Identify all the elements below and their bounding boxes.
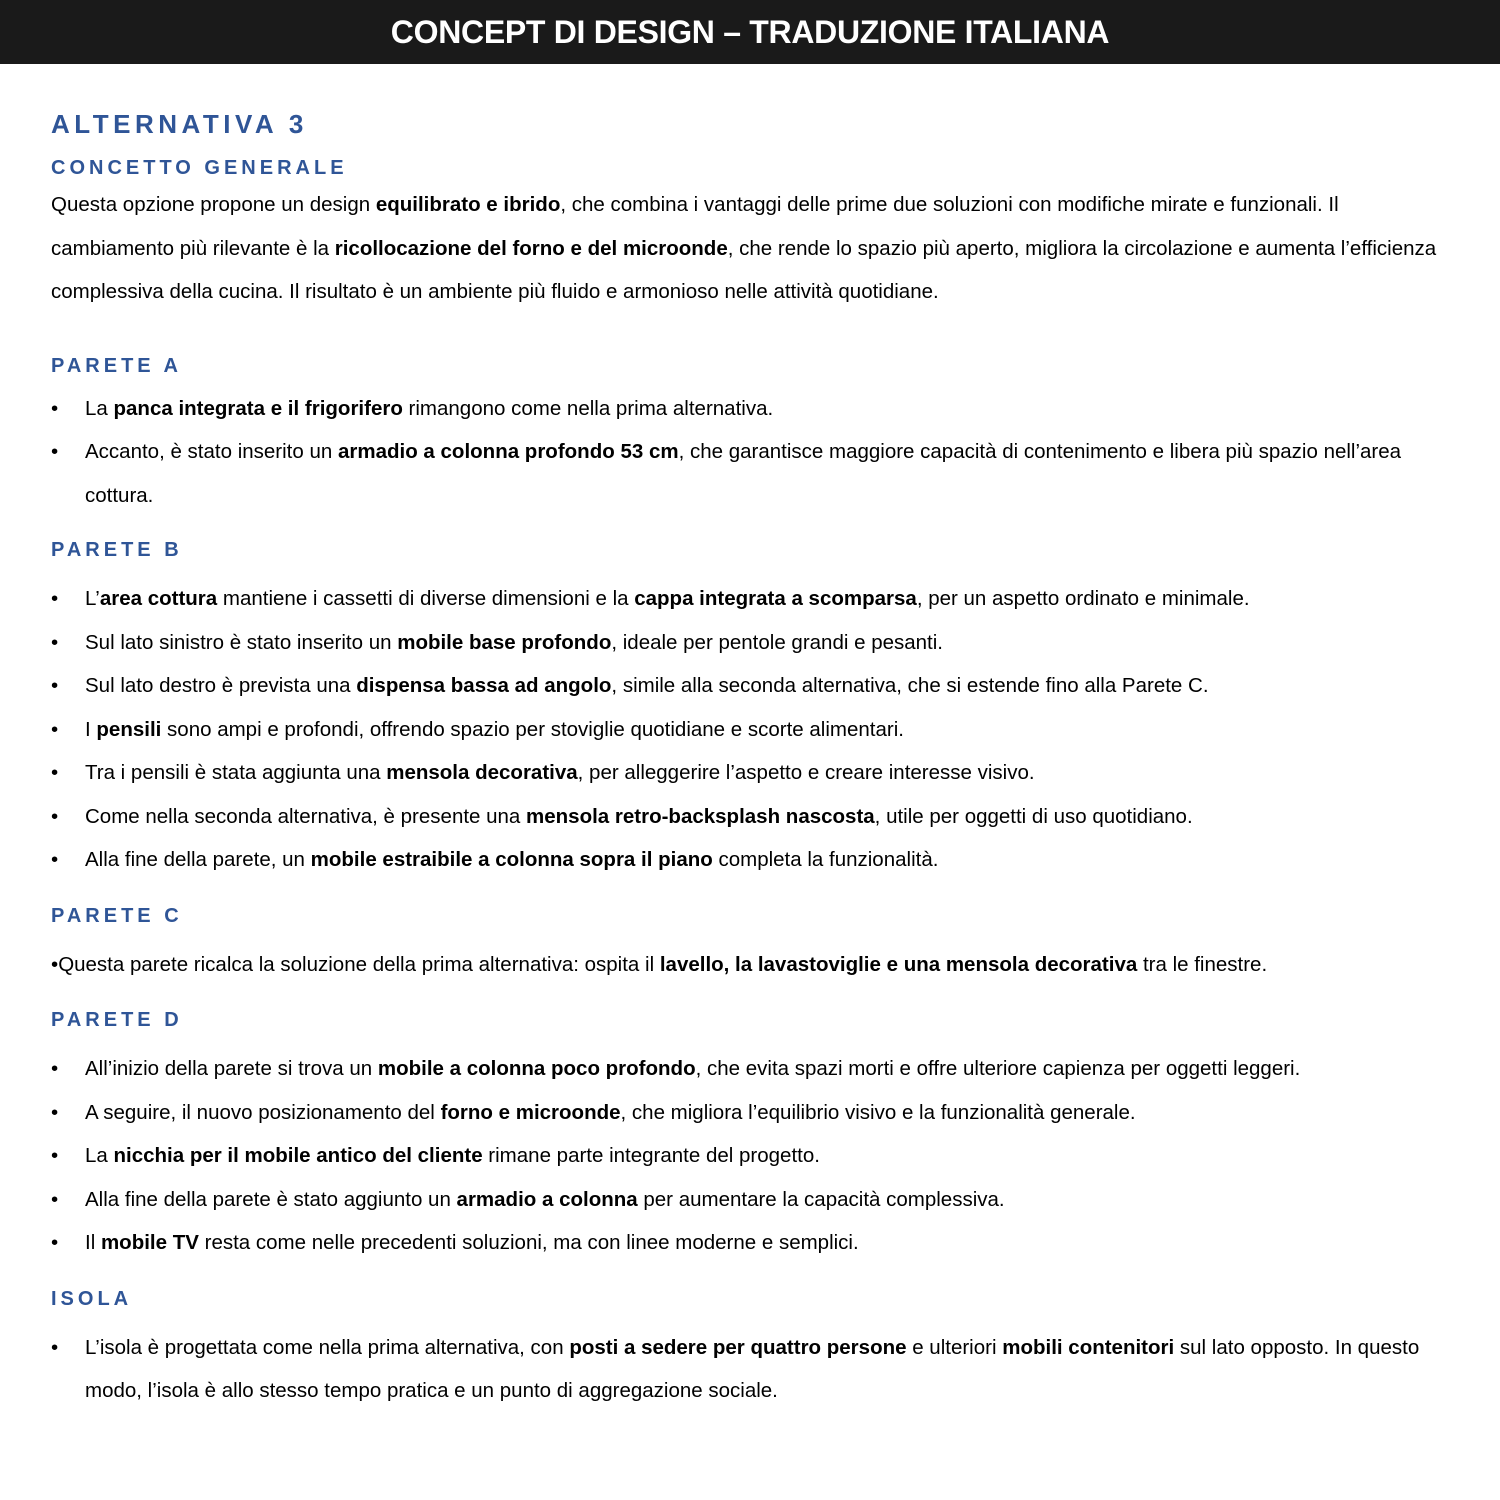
list-item (51, 751, 1451, 795)
list-item (51, 795, 1451, 839)
section-heading-concetto-generale: CONCETTO GENERALE (51, 157, 348, 179)
section-heading-parete-b: PARETE B (51, 539, 183, 561)
item-text: Tra i pensili è stata aggiunta una (85, 761, 387, 784)
intro-text-3: , che rende lo spazio più aperto, migliora la circolazione e aumenta l’efficienza complessiva della cucina. Il risultato è un ambiente più fluido e armonioso nelle attività quotidiane. (51, 236, 1437, 303)
bullet-icon: • (51, 1057, 59, 1080)
list-item (51, 1178, 1451, 1222)
item-text: , per alleggerire l’aspetto e creare interesse visivo. (577, 761, 1035, 784)
intro-bold-1: equilibrato e ibrido (375, 193, 561, 216)
item-text: e ulteriori (906, 1335, 1003, 1359)
list-item (51, 430, 1451, 517)
list-item (51, 387, 1451, 431)
header-bar (0, 0, 1500, 64)
list-item (51, 1047, 1451, 1091)
parete-c-text-1: Questa parete ricalca la soluzione della prima alternativa: ospita il (58, 952, 660, 976)
parete-a-list (51, 387, 1451, 518)
item-text: Accanto, è stato inserito un (85, 440, 338, 463)
item-text: sul lato opposto. In questo modo, l’isola è allo stesso tempo pratica e un punto di aggregazione sociale. (85, 1335, 1420, 1402)
list-item (51, 1091, 1451, 1135)
item-bold: dispensa bassa ad angolo (356, 674, 612, 697)
bullet-icon: • (51, 587, 59, 610)
bullet-icon: • (51, 440, 59, 463)
item-bold: armadio a colonna (456, 1187, 638, 1211)
item-text: L’isola è progettata come nella prima alternativa, con (85, 1335, 570, 1359)
item-text: Sul lato sinistro è stato inserito un (85, 630, 398, 654)
item-text: resta come nelle precedenti soluzioni, ma con linee moderne e semplici. (198, 1231, 859, 1254)
bullet-icon: • (51, 717, 59, 741)
intro-paragraph (51, 183, 1451, 314)
item-bold: forno e microonde (440, 1100, 621, 1124)
list-item (51, 577, 1451, 621)
list-item (51, 838, 1451, 882)
item-text: completa la funzionalità. (712, 848, 939, 871)
section-heading-parete-d: PARETE D (51, 1009, 183, 1031)
list-item (51, 664, 1451, 708)
list-item (51, 1326, 1451, 1413)
bullet-icon: • (51, 1100, 59, 1124)
item-bold: mobili contenitori (1002, 1335, 1175, 1359)
item-text: rimangono come nella prima alternativa. (402, 396, 774, 420)
item-text: Sul lato destro è prevista una (85, 674, 357, 697)
intro-text-1: Questa opzione propone un design (51, 193, 376, 216)
item-text: sono ampi e profondi, offrendo spazio per stoviglie quotidiane e scorte alimentari. (161, 717, 904, 741)
bullet-icon: • (51, 1335, 59, 1359)
bullet-icon: • (51, 396, 59, 420)
item-bold: cappa integrata a scomparsa (634, 587, 917, 610)
item-text: A seguire, il nuovo posizionamento del (85, 1100, 441, 1124)
item-text: , ideale per pentole grandi e pesanti. (611, 630, 943, 654)
item-text: mantiene i cassetti di diverse dimensioni e la (217, 587, 635, 610)
item-text: Alla fine della parete è stato aggiunto un (85, 1187, 457, 1211)
intro-text-2: , che combina i vantaggi delle prime due soluzioni con modifiche mirate e funzionali. Il cambiamento più rilevante è la (51, 193, 1339, 260)
section-heading-parete-a: PARETE A (51, 354, 182, 377)
isola-list (51, 1326, 1451, 1413)
item-text: , simile alla seconda alternativa, che si estende fino alla Parete C. (611, 674, 1209, 697)
list-item (51, 708, 1451, 752)
list-item (51, 1134, 1451, 1178)
item-text: , che migliora l’equilibrio visivo e la funzionalità generale. (620, 1100, 1136, 1124)
bullet-icon: • (51, 804, 59, 828)
parete-b-list (51, 577, 1451, 882)
item-text: La (85, 396, 114, 420)
item-text: rimane parte integrante del progetto. (482, 1144, 820, 1167)
parete-c-text-2: tra le finestre. (1137, 952, 1268, 976)
item-bold: pensili (96, 717, 162, 741)
item-text: , per un aspetto ordinato e minimale. (916, 587, 1250, 610)
section-heading-parete-c: PARETE C (51, 904, 183, 927)
document-title: ALTERNATIVA 3 (51, 109, 308, 139)
item-bold: armadio a colonna profondo 53 cm (337, 440, 679, 463)
intro-bold-2: ricollocazione del forno e del microonde (334, 236, 728, 260)
item-bold: mobile base profondo (397, 630, 612, 654)
item-text: L’ (85, 587, 100, 610)
parete-d-list (51, 1047, 1451, 1265)
bullet-icon: • (51, 674, 59, 697)
item-text: All’inizio della parete si trova un (85, 1057, 378, 1080)
item-bold: posti a sedere per quattro persone (569, 1335, 907, 1359)
item-text: Alla fine della parete, un (85, 848, 311, 871)
item-text: , utile per oggetti di uso quotidiano. (874, 804, 1193, 828)
item-bold: mobile estraibile a colonna sopra il piano (310, 848, 713, 871)
item-bold: nicchia per il mobile antico del cliente (113, 1144, 483, 1167)
parete-c-paragraph (51, 943, 1451, 987)
bullet-icon: • (51, 1144, 59, 1167)
section-heading-isola: ISOLA (51, 1287, 133, 1310)
item-text: per aumentare la capacità complessiva. (637, 1187, 1005, 1211)
item-text: Il (85, 1231, 101, 1254)
list-item (51, 1221, 1451, 1265)
item-text: La (85, 1144, 114, 1167)
item-bold: area cottura (99, 587, 218, 610)
inline-bullet-icon: • (51, 952, 59, 976)
item-bold: panca integrata e il frigorifero (113, 396, 403, 420)
parete-c-bold: lavello, la lavastoviglie e una mensola decorativa (659, 952, 1138, 976)
header-title: CONCEPT DI DESIGN – TRADUZIONE ITALIANA (390, 13, 1110, 50)
item-text: I (85, 717, 97, 741)
item-bold: mobile a colonna poco profondo (377, 1057, 696, 1080)
bullet-icon: • (51, 1187, 59, 1211)
list-item (51, 621, 1451, 665)
item-bold: mobile TV (100, 1231, 199, 1254)
item-bold: mensola retro-backsplash nascosta (526, 804, 875, 828)
document-body (51, 104, 1451, 1413)
item-text: Come nella seconda alternativa, è presente una (85, 804, 527, 828)
item-text: , che garantisce maggiore capacità di contenimento e libera più spazio nell’area cottura. (85, 440, 1402, 507)
bullet-icon: • (51, 630, 59, 654)
item-bold: mensola decorativa (386, 761, 578, 784)
item-text: , che evita spazi morti e offre ulteriore capienza per oggetti leggeri. (695, 1057, 1301, 1080)
bullet-icon: • (51, 848, 59, 871)
bullet-icon: • (51, 761, 59, 784)
bullet-icon: • (51, 1231, 59, 1254)
